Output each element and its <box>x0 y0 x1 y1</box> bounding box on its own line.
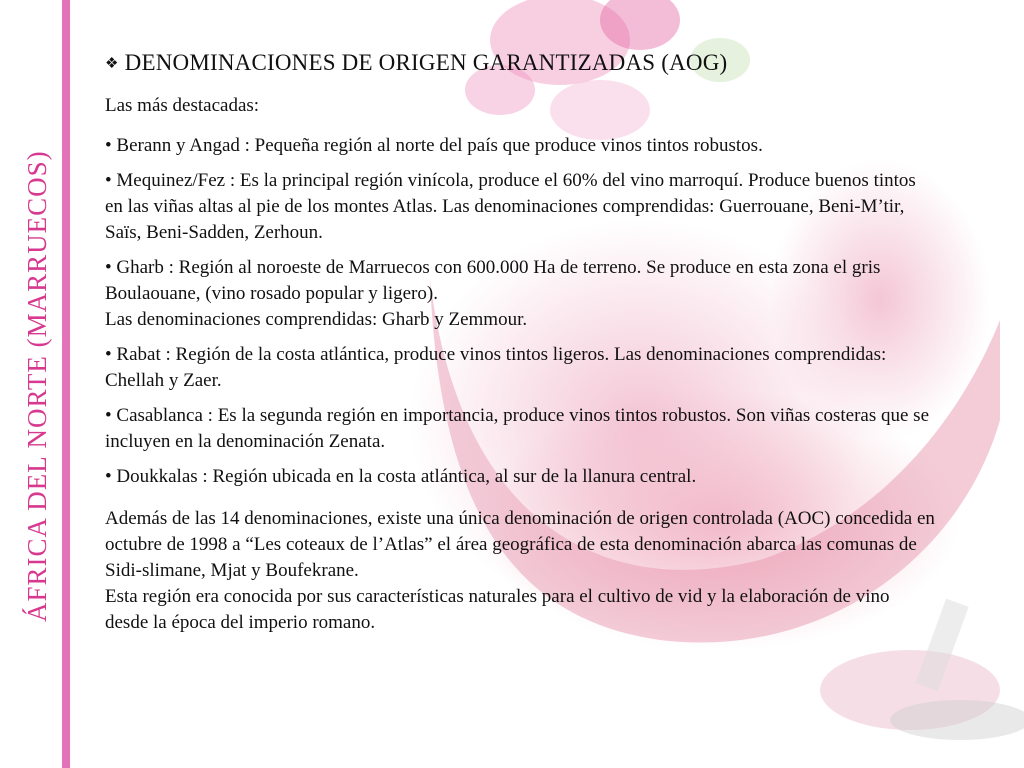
region-description: Región de la costa atlántica, produce vinos tintos ligeros. Las denominaciones comprendidas: Chellah y Zaer. <box>105 344 887 391</box>
diamond-bullet-icon: ❖ <box>105 56 119 72</box>
slide-heading <box>105 48 935 79</box>
region-name: Berann y Angad : <box>116 135 250 156</box>
region-item: • Gharb : Región al noroeste de Marruecos con 600.000 Ha de terreno. Se produce en esta zona el gris Boulaouane, (vino rosado popular y ligero). Las denominaciones comprendidas: Gharb y Zemmour. <box>105 257 881 330</box>
heading-text: DENOMINACIONES DE ORIGEN GARANTIZADAS (AOG) <box>124 50 728 75</box>
region-item: • Berann y Angad : Pequeña región al norte del país que produce vinos tintos robustos. <box>105 135 763 156</box>
region-item: • Rabat : Región de la costa atlántica, produce vinos tintos ligeros. Las denominaciones comprendidas: Chellah y Zaer. <box>105 344 887 391</box>
region-description: Es la segunda región en importancia, produce vinos tintos robustos. Son viñas costeras que se incluyen en la denominación Zenata. <box>105 405 930 452</box>
region-extra: Las denominaciones comprendidas: Gharb y Zemmour. <box>105 309 528 330</box>
region-description: Es la principal región vinícola, produce el 60% del vino marroquí. Produce buenos tintos en las viñas altas al pie de los montes Atlas. Las denominaciones comprendidas: Guerrouane, Beni-M’tir, Saïs, Beni-Sadden, Zerhoun. <box>105 170 916 243</box>
region-description: : Región ubicada en la costa atlántica, al sur de la llanura central. <box>197 466 697 487</box>
region-item: • Doukkalas : Región ubicada en la costa atlántica, al sur de la llanura central. <box>105 466 697 487</box>
region-item: • Casablanca : Es la segunda región en importancia, produce vinos tintos robustos. Son viñas costeras que se incluyen en la denominación Zenata. <box>105 405 930 452</box>
region-name: Mequinez/Fez : <box>116 170 236 191</box>
region-name: Doukkalas <box>116 466 198 487</box>
region-name: Casablanca : <box>116 405 213 426</box>
region-description: Región al noroeste de Marruecos con 600.000 Ha de terreno. Se produce en esta zona el gris Boulaouane, (vino rosado popular y ligero). <box>105 257 881 304</box>
region-name: Gharb : <box>116 257 174 278</box>
closing-paragraph <box>105 506 935 636</box>
aoc-paragraph: Además de las 14 denominaciones, existe una única denominación de origen controlada (AOC) concedida en octubre de 1998 a “Les coteaux de l’Atlas” el área geográfica de esta denominación abarca las comunas de Sidi-slimane, Mjat y Boufekrane. <box>105 508 935 581</box>
intro-text: Las más destacadas: <box>105 95 260 116</box>
side-accent-bar <box>62 0 70 768</box>
region-item: • Mequinez/Fez : Es la principal región vinícola, produce el 60% del vino marroquí. Produce buenos tintos en las viñas altas al pie de los montes Atlas. Las denominaciones comprendidas: Guerrouane, Beni-M’tir, Saïs, Beni-Sadden, Zerhoun. <box>105 170 916 243</box>
vertical-section-title: ÁFRICA DEL NORTE (MARRUECOS) <box>22 150 52 622</box>
history-paragraph: Esta región era conocida por sus características naturales para el cultivo de vid y la elaboración de vino desde la época del imperio romano. <box>105 586 890 633</box>
slide-content <box>105 48 935 636</box>
region-name: Rabat : <box>116 344 171 365</box>
region-description: Pequeña región al norte del país que produce vinos tintos robustos. <box>249 135 763 156</box>
